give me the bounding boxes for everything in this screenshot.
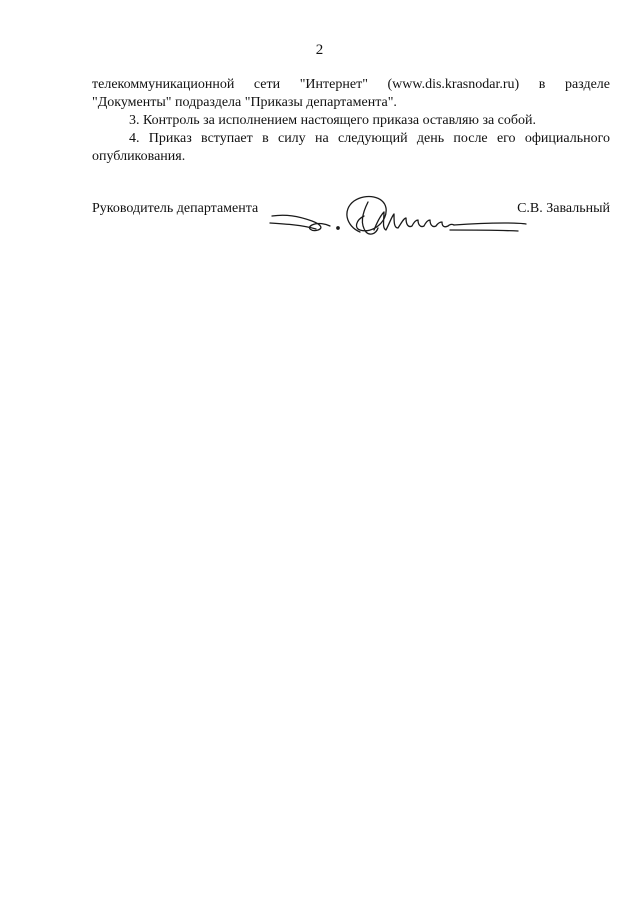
document-body [92, 76, 610, 166]
signer-name: С.В. Завальный [517, 201, 610, 216]
signer-position: Руководитель департамента [92, 201, 259, 216]
page-number: 2 [315, 42, 324, 58]
handwritten-signature [268, 190, 530, 252]
paragraph-continuation: телекоммуникационной сети "Интернет" (www.dis.krasnodar.ru) в разделе "Документы" подраздела "Приказы департамента". [92, 77, 610, 110]
paragraph-4: 4. Приказ вступает в силу на следующий день после его официального опубликования. [92, 131, 610, 164]
paragraph-3: 3. Контроль за исполнением настоящего приказа оставляю за собой. [129, 113, 537, 128]
